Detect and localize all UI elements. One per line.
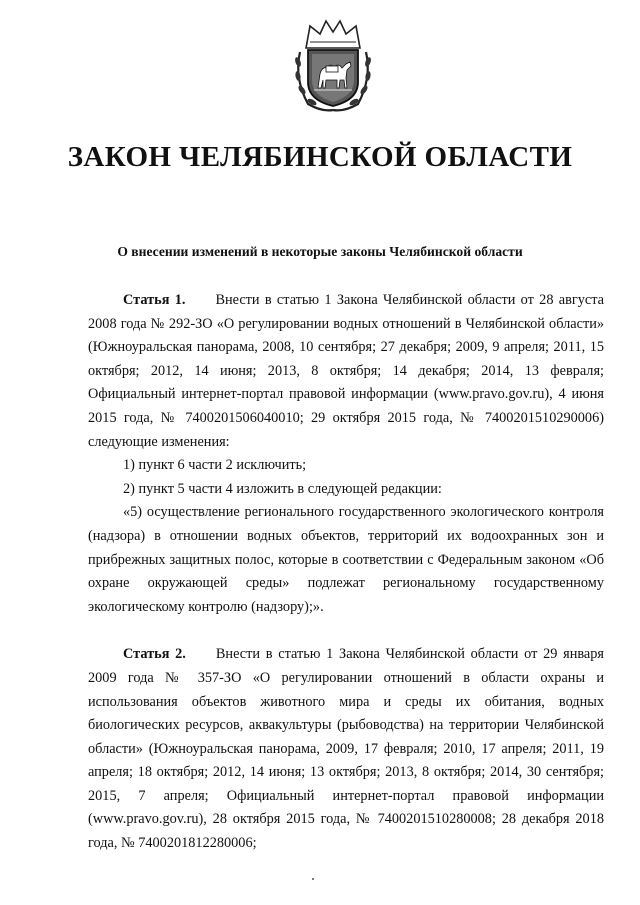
article-1-paragraph (88, 289, 604, 454)
article-2-heading: Статья 2. (123, 646, 186, 663)
page-mark (312, 878, 314, 880)
article-1-quote: «5) осуществление регионального государственного экологического контроля (надзора) в отношении водных объектов, территорий их водоохранных зон и прибрежных защитных полос, которые в соответствии с Федеральным законом «Об охране окружающей среды» подлежат региональному государственному экологическому контролю (надзору);». (88, 504, 604, 615)
article-1-item-1: 1) пункт 6 части 2 исключить; (123, 457, 307, 474)
law-body (88, 289, 604, 856)
coat-of-arms-icon (292, 18, 374, 114)
article-1-heading: Статья 1. (123, 292, 186, 308)
article-1-item-2: 2) пункт 5 части 4 изложить в следующей редакции: (123, 480, 442, 497)
document-subtitle: О внесении изменений в некоторые законы Челябинской области (117, 244, 523, 259)
article-2-text: Внести в статью 1 Закона Челябинской области от 29 января 2009 года № 357-ЗО «О регулировании отношений в области охраны и использования объектов животного мира и среды их обитания, водных биологических ресурсов, аквакультуры (рыбоводства) на территории Челябинской области» (Южноуральская панорама, 2009, 17 февраля; 2010, 17 апреля; 2011, 19 апреля; 18 октября; 2012, 14 июня; 13 октября; 2013, 8 октября; 2014, 30 сентября; 2015, 7 апреля; Официальный интернет-портал правовой информации (www.pravo.gov.ru), 28 октября 2015 года, № 7400201510280008; 28 декабря 2018 года, № 7400201812280006; (88, 646, 604, 852)
article-2-paragraph (88, 643, 604, 855)
document-title: ЗАКОН ЧЕЛЯБИНСКОЙ ОБЛАСТИ (67, 141, 573, 173)
article-1-text: Внести в статью 1 Закона Челябинской области от 28 августа 2008 года № 292-ЗО «О регулировании водных отношений в Челябинской области» (Южноуральская панорама, 2008, 10 сентября; 27 декабря; 2009, 9 апреля; 2011, 15 октября; 2012, 14 июня; 2013, 8 октября; 14 декабря; 2014, 13 февраля; Официальный интернет-портал правовой информации (www.pravo.gov.ru), 4 июня 2015 года, № 7400201506040010; 29 октября 2015 года, № 7400201510290006) следующие изменения: (88, 292, 604, 450)
